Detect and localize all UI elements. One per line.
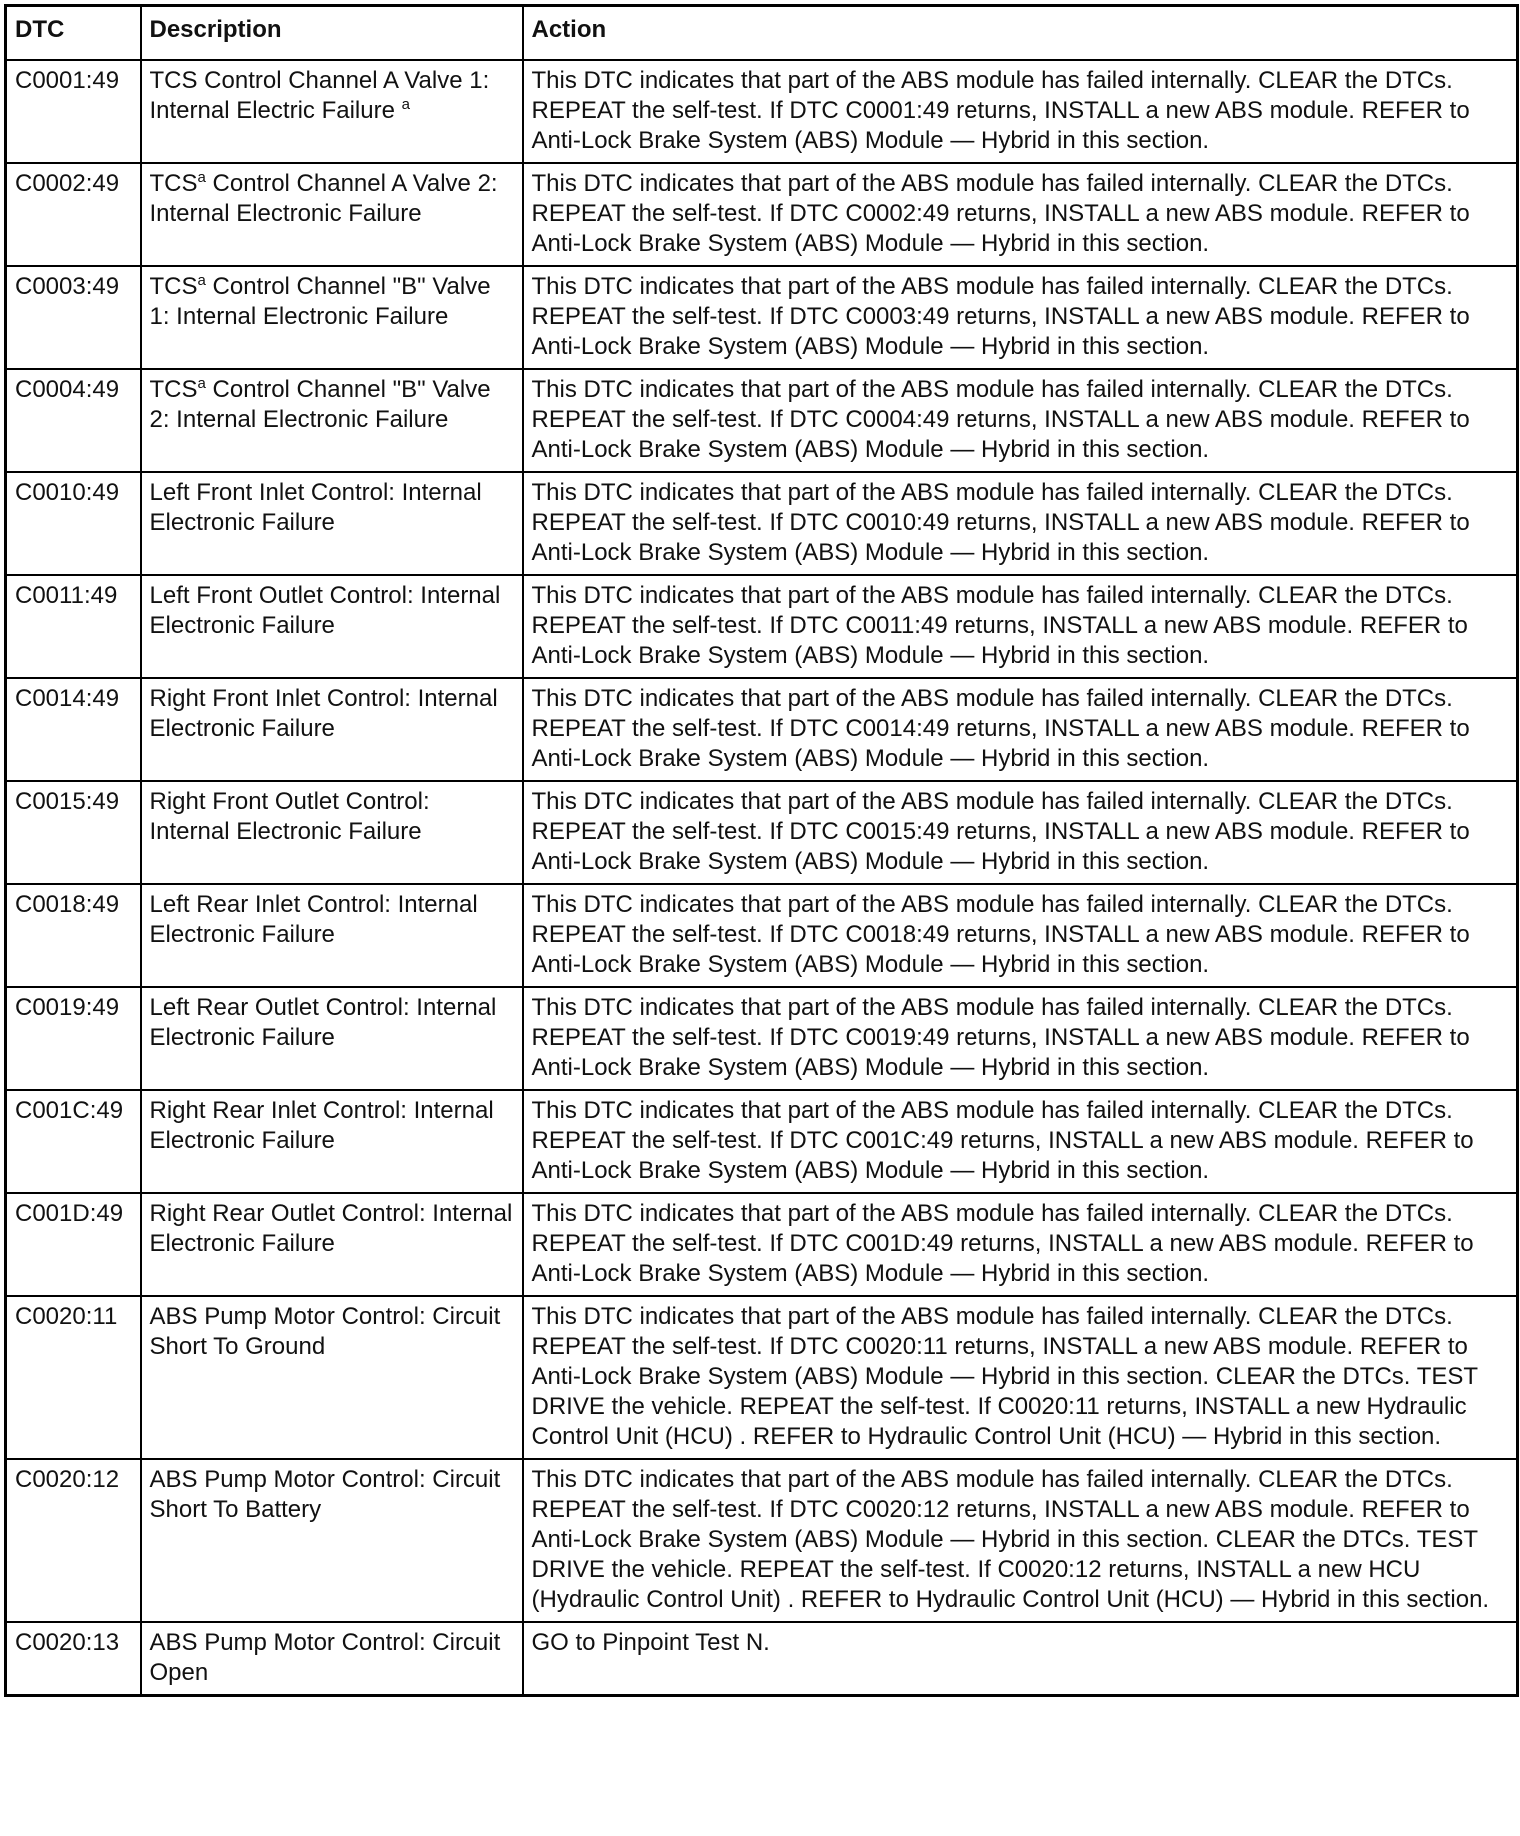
dtc-action: This DTC indicates that part of the ABS module has failed internally. CLEAR the DTCs. REPEAT the self-test. If DTC C001D:49 returns, INSTALL a new ABS module. REFER to Anti-Lock Brake System (ABS) Module — Hybrid in this section. — [523, 1193, 1518, 1296]
dtc-code: C001D:49 — [6, 1193, 141, 1296]
dtc-description — [141, 781, 523, 884]
header-row — [6, 6, 1518, 61]
dtc-code: C0020:13 — [6, 1622, 141, 1696]
dtc-action: This DTC indicates that part of the ABS module has failed internally. CLEAR the DTCs. REPEAT the self-test. If DTC C0001:49 returns, INSTALL a new ABS module. REFER to Anti-Lock Brake System (ABS) Module — Hybrid in this section. — [523, 60, 1518, 163]
dtc-description — [141, 60, 523, 163]
description-text: Right Front Inlet Control: Internal Electronic Failure — [149, 685, 498, 742]
table-row — [6, 1459, 1518, 1622]
dtc-description — [141, 369, 523, 472]
dtc-description — [141, 987, 523, 1090]
table-row — [6, 266, 1518, 369]
description-text: ABS Pump Motor Control: Circuit Short To Battery — [149, 1466, 501, 1523]
table-row — [6, 472, 1518, 575]
description-text: TCS — [149, 273, 198, 300]
table-row — [6, 987, 1518, 1090]
dtc-action: This DTC indicates that part of the ABS module has failed internally. CLEAR the DTCs. REPEAT the self-test. If DTC C0002:49 returns, INSTALL a new ABS module. REFER to Anti-Lock Brake System (ABS) Module — Hybrid in this section. — [523, 163, 1518, 266]
dtc-action: This DTC indicates that part of the ABS module has failed internally. CLEAR the DTCs. REPEAT the self-test. If DTC C0020:11 returns, INSTALL a new ABS module. REFER to Anti-Lock Brake System (ABS) Module — Hybrid in this section. CLEAR the DTCs. TEST DRIVE the vehicle. REPEAT the self-test. If C0020:11 returns, INSTALL a new Hydraulic Control Unit (HCU) . REFER to Hydraulic Control Unit (HCU) — Hybrid in this section. — [523, 1296, 1518, 1459]
table-row — [6, 60, 1518, 163]
dtc-code: C0002:49 — [6, 163, 141, 266]
description-text: TCS Control Channel A Valve 1: Internal Electric Failure — [149, 67, 490, 124]
dtc-action: This DTC indicates that part of the ABS module has failed internally. CLEAR the DTCs. REPEAT the self-test. If DTC C0003:49 returns, INSTALL a new ABS module. REFER to Anti-Lock Brake System (ABS) Module — Hybrid in this section. — [523, 266, 1518, 369]
description-text-rest: Control Channel "B" Valve 2: Internal Electronic Failure — [149, 376, 491, 433]
description-text: TCS — [149, 376, 198, 403]
description-text: Left Front Outlet Control: Internal Electronic Failure — [149, 582, 501, 639]
dtc-description — [141, 472, 523, 575]
description-text-rest: Control Channel "B" Valve 1: Internal Electronic Failure — [149, 273, 491, 330]
table-row — [6, 1193, 1518, 1296]
header-description: Description — [141, 6, 523, 61]
footnote-marker: a — [197, 169, 206, 186]
dtc-code: C0019:49 — [6, 987, 141, 1090]
dtc-action: This DTC indicates that part of the ABS module has failed internally. CLEAR the DTCs. REPEAT the self-test. If DTC C0014:49 returns, INSTALL a new ABS module. REFER to Anti-Lock Brake System (ABS) Module — Hybrid in this section. — [523, 678, 1518, 781]
dtc-description — [141, 266, 523, 369]
description-text: TCS — [149, 170, 198, 197]
table-row — [6, 575, 1518, 678]
dtc-action: This DTC indicates that part of the ABS module has failed internally. CLEAR the DTCs. REPEAT the self-test. If DTC C0020:12 returns, INSTALL a new ABS module. REFER to Anti-Lock Brake System (ABS) Module — Hybrid in this section. CLEAR the DTCs. TEST DRIVE the vehicle. REPEAT the self-test. If C0020:12 returns, INSTALL a new HCU (Hydraulic Control Unit) . REFER to Hydraulic Control Unit (HCU) — Hybrid in this section. — [523, 1459, 1518, 1622]
description-text-rest: Control Channel A Valve 2: Internal Electronic Failure — [149, 170, 498, 227]
dtc-code: C0014:49 — [6, 678, 141, 781]
table-row — [6, 1296, 1518, 1459]
dtc-code: C0004:49 — [6, 369, 141, 472]
dtc-action: This DTC indicates that part of the ABS module has failed internally. CLEAR the DTCs. REPEAT the self-test. If DTC C0018:49 returns, INSTALL a new ABS module. REFER to Anti-Lock Brake System (ABS) Module — Hybrid in this section. — [523, 884, 1518, 987]
description-text: Left Rear Outlet Control: Internal Electronic Failure — [149, 994, 497, 1051]
description-text: Right Rear Outlet Control: Internal Electronic Failure — [149, 1200, 513, 1257]
table-row — [6, 781, 1518, 884]
description-text: Right Rear Inlet Control: Internal Electronic Failure — [149, 1097, 494, 1154]
dtc-table-container — [4, 4, 1516, 1697]
dtc-code: C0011:49 — [6, 575, 141, 678]
dtc-description — [141, 163, 523, 266]
description-text: Left Front Inlet Control: Internal Electronic Failure — [149, 479, 482, 536]
dtc-action: This DTC indicates that part of the ABS module has failed internally. CLEAR the DTCs. REPEAT the self-test. If DTC C001C:49 returns, INSTALL a new ABS module. REFER to Anti-Lock Brake System (ABS) Module — Hybrid in this section. — [523, 1090, 1518, 1193]
table-row — [6, 163, 1518, 266]
table-row — [6, 1090, 1518, 1193]
table-row — [6, 369, 1518, 472]
dtc-description — [141, 575, 523, 678]
description-text: Left Rear Inlet Control: Internal Electronic Failure — [149, 891, 478, 948]
dtc-action: This DTC indicates that part of the ABS module has failed internally. CLEAR the DTCs. REPEAT the self-test. If DTC C0010:49 returns, INSTALL a new ABS module. REFER to Anti-Lock Brake System (ABS) Module — Hybrid in this section. — [523, 472, 1518, 575]
dtc-code: C001C:49 — [6, 1090, 141, 1193]
dtc-code: C0010:49 — [6, 472, 141, 575]
dtc-code: C0018:49 — [6, 884, 141, 987]
table-header — [6, 6, 1518, 61]
header-action: Action — [523, 6, 1518, 61]
description-text: ABS Pump Motor Control: Circuit Short To Ground — [149, 1303, 501, 1360]
dtc-description — [141, 1090, 523, 1193]
dtc-description — [141, 1459, 523, 1622]
table-row — [6, 1622, 1518, 1696]
dtc-code: C0001:49 — [6, 60, 141, 163]
dtc-action: GO to Pinpoint Test N. — [523, 1622, 1518, 1696]
dtc-code: C0015:49 — [6, 781, 141, 884]
footnote-marker: a — [401, 96, 410, 113]
dtc-description — [141, 678, 523, 781]
dtc-code: C0003:49 — [6, 266, 141, 369]
dtc-action: This DTC indicates that part of the ABS module has failed internally. CLEAR the DTCs. REPEAT the self-test. If DTC C0011:49 returns, INSTALL a new ABS module. REFER to Anti-Lock Brake System (ABS) Module — Hybrid in this section. — [523, 575, 1518, 678]
dtc-action: This DTC indicates that part of the ABS module has failed internally. CLEAR the DTCs. REPEAT the self-test. If DTC C0019:49 returns, INSTALL a new ABS module. REFER to Anti-Lock Brake System (ABS) Module — Hybrid in this section. — [523, 987, 1518, 1090]
header-dtc: DTC — [6, 6, 141, 61]
dtc-action: This DTC indicates that part of the ABS module has failed internally. CLEAR the DTCs. REPEAT the self-test. If DTC C0015:49 returns, INSTALL a new ABS module. REFER to Anti-Lock Brake System (ABS) Module — Hybrid in this section. — [523, 781, 1518, 884]
table-row — [6, 678, 1518, 781]
dtc-description — [141, 1622, 523, 1696]
description-text: ABS Pump Motor Control: Circuit Open — [149, 1629, 501, 1686]
dtc-action: This DTC indicates that part of the ABS module has failed internally. CLEAR the DTCs. REPEAT the self-test. If DTC C0004:49 returns, INSTALL a new ABS module. REFER to Anti-Lock Brake System (ABS) Module — Hybrid in this section. — [523, 369, 1518, 472]
footnote-marker: a — [197, 375, 206, 392]
dtc-table — [4, 4, 1519, 1697]
dtc-description — [141, 1193, 523, 1296]
description-text: Right Front Outlet Control: Internal Electronic Failure — [149, 788, 430, 845]
dtc-description — [141, 884, 523, 987]
dtc-description — [141, 1296, 523, 1459]
footnote-marker: a — [197, 272, 206, 289]
table-body — [6, 60, 1518, 1696]
table-row — [6, 884, 1518, 987]
dtc-code: C0020:12 — [6, 1459, 141, 1622]
dtc-code: C0020:11 — [6, 1296, 141, 1459]
